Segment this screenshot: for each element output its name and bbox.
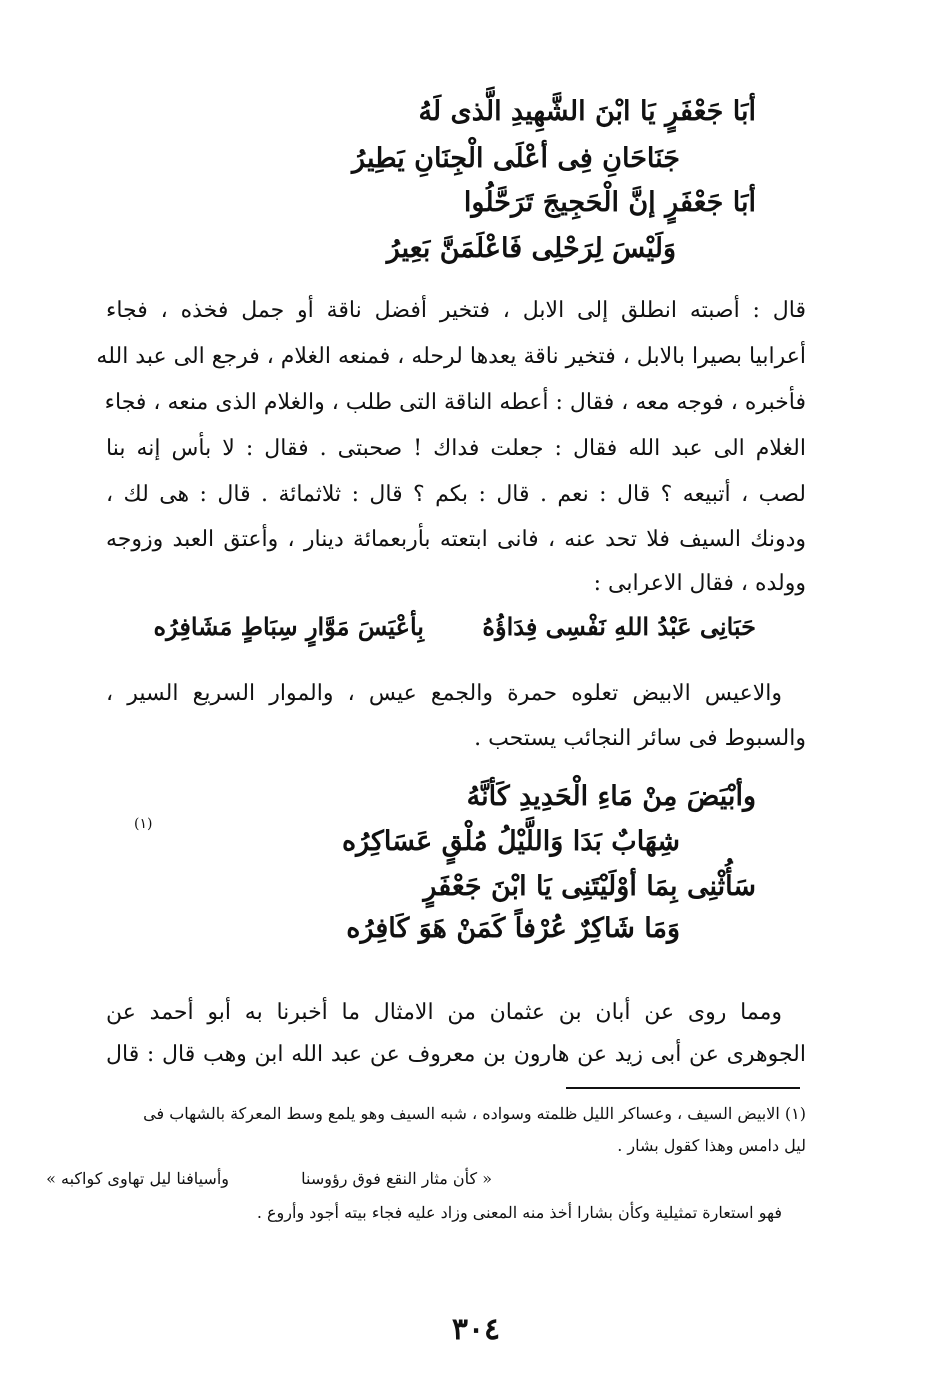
poem2-line-4: وَمَا شَاكِرٌ عُرْفاً كَمَنْ هَوَ كَافِرُه: [346, 913, 680, 944]
footnote-reference: (١): [134, 816, 153, 832]
poem1-line-2: جَنَاحَانِ فِى أعْلَى الْجِنَانِ يَطِيرُ: [352, 143, 680, 174]
footnote-line-1: (١) الابيض السيف ، وعساكر الليل ظلمته وسواده ، شبه السيف وهو يلمع وسط المعركة بالشهاب فى: [143, 1104, 806, 1123]
poem1-line-1: أبَا جَعْفَرٍ يَا ابْنَ الشَّهِيدِ الَّذى لَهُ: [418, 96, 756, 127]
footnote-line-2: ليل دامس وهذا كقول بشار .: [617, 1136, 806, 1155]
prose1-line-5: لصب ، أتبيعه ؟ قال : نعم . قال : بكم ؟ قال : ثلاثمائة . قال : هى لك ،: [106, 482, 806, 507]
prose1-line-3: فأخبره ، فوجه معه ، فقال : أعطه الناقة التى طلب ، والغلام الذى منعه ، فجاء: [104, 390, 806, 415]
prose1-line-7: وولده ، فقال الاعرابى :: [593, 571, 806, 596]
footnote-verse-right: « كأن مثار النقع فوق رؤوسنا: [301, 1169, 492, 1188]
poem1-line-3: أبَا جَعْفَرٍ إنَّ الْحَجِيجَ تَرَحَّلُوا: [463, 187, 756, 218]
verse-hemistich-right: حَبَانِى عَبْدُ اللهِ نَفْسِى فِدَاؤُهُ: [482, 612, 756, 641]
prose1-line-6: ودونك السيف فلا تحد عنه ، فانى ابتعته بأربعمائة دينار ، وأعتق العبد وزوجه: [106, 527, 806, 552]
prose3-line-2: الجوهرى عن أبى زيد عن هارون بن معروف عن عبد الله ابن وهب قال : قال: [106, 1042, 806, 1067]
poem2-line-1: وأبْيَضَ مِنْ مَاءِ الْحَدِيدِ كَأنَّهُ: [466, 781, 756, 812]
prose2-line-1: والاعيس الابيض تعلوه حمرة والجمع عيس ، والموار السريع السير ،: [106, 681, 782, 706]
verse-hemistich-left: بِأعْيَسَ مَوَّارٍ سِبَاطٍ مَشَافِرُه: [153, 612, 424, 641]
poem1-line-4: وَلَيْسَ لِرَحْلِى فَاعْلَمَنَّ بَعِيرُ: [386, 233, 676, 264]
prose1-line-2: أعرابيا بصيرا بالابل ، فتخير ناقة يعدها لرحله ، فمنعه الغلام ، فرجع الى عبد الله: [96, 344, 806, 369]
prose1-line-1: قال : أصبته انطلق إلى الابل ، فتخير أفضل ناقة أو جمل فخذه ، فجاء: [106, 298, 806, 323]
footnote-divider: [566, 1087, 800, 1089]
page-number: ٣٠٤: [451, 1312, 501, 1347]
footnote-line-3: فهو استعارة تمثيلية وكأن بشارا أخذ منه المعنى وزاد عليه فجاء بيته أجود وأروع .: [256, 1203, 782, 1222]
prose1-line-4: الغلام الى عبد الله فقال : جعلت فداك ! صحبتى . فقال : لا بأس إنه بنا: [106, 436, 806, 461]
footnote-verse-left: وأسيافنا ليل تهاوى كواكبه »: [46, 1169, 229, 1188]
poem2-line-2: شِهَابٌ بَدَا وَاللَّيْلُ مُلْقٍ عَسَاكِرُه: [341, 826, 680, 857]
prose2-line-2: والسبوط فى سائر النجائب يستحب .: [474, 726, 806, 751]
poem2-line-3: سَأُثْنِى بِمَا أوْلَيْتَنِى يَا ابْنَ جَعْفَرٍ: [423, 871, 756, 902]
prose3-line-1: ومما روى عن أبان بن عثمان من الامثال ما أخبرنا به أبو أحمد عن: [106, 1000, 782, 1025]
